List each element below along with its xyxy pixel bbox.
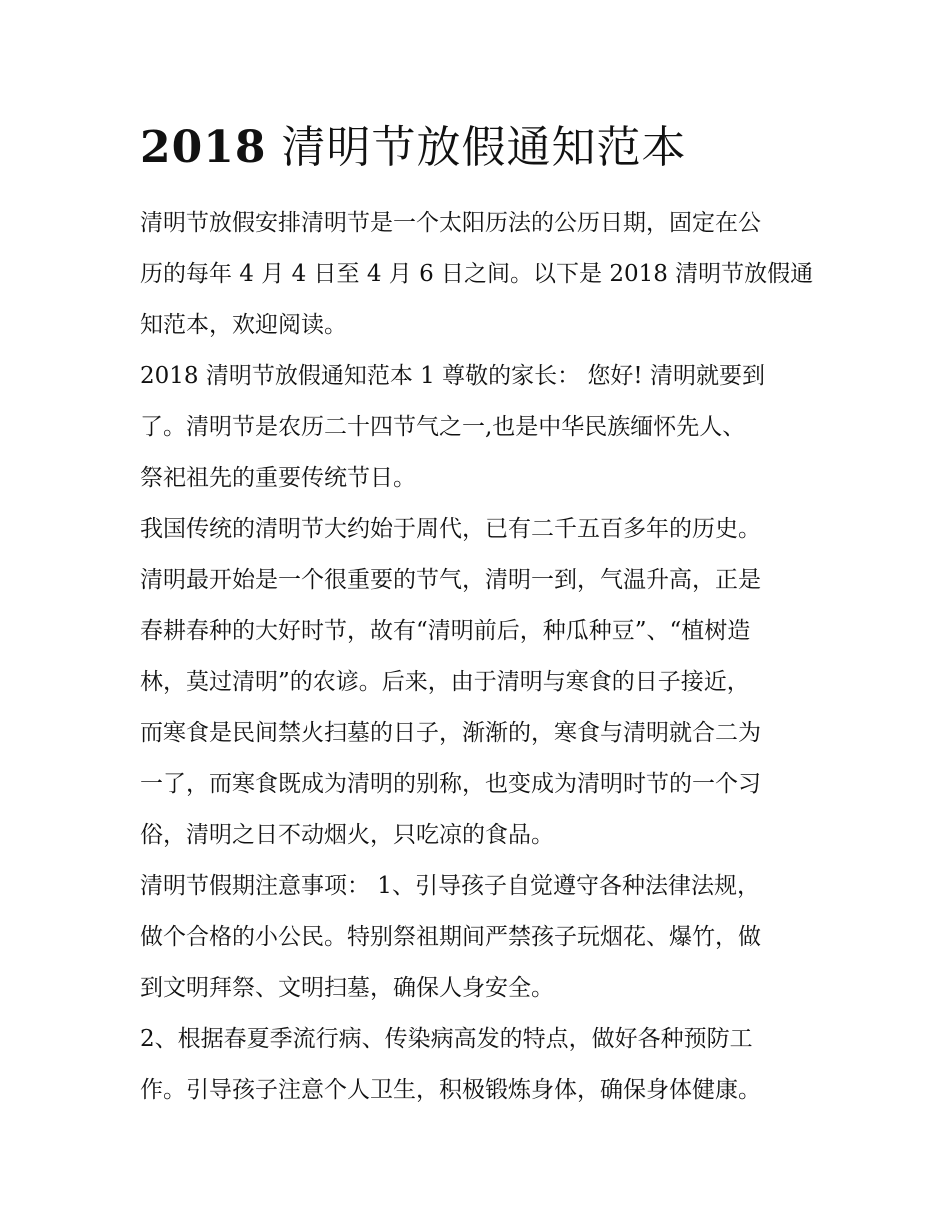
text-line: 祭祀祖先的重要传统节日。 bbox=[140, 465, 416, 491]
text-line: 而寒食是民间禁火扫墓的日子，渐渐的，寒食与清明就合二为 bbox=[140, 720, 761, 746]
title-text: 清明节放假通知范本 bbox=[281, 122, 687, 173]
paragraph-notice-1 bbox=[140, 351, 820, 504]
text-line: 清明最开始是一个很重要的节气，清明一到，气温升高，正是 bbox=[140, 567, 761, 593]
text-line: 知范本，欢迎阅读。 bbox=[140, 312, 347, 338]
document-title bbox=[140, 118, 820, 178]
title-year: 2018 bbox=[140, 122, 267, 173]
text-line: 历的每年 4 月 4 日至 4 月 6 日之间。以下是 2018 清明节放假通 bbox=[140, 261, 814, 287]
text-line: 2、根据春夏季流行病、传染病高发的特点，做好各种预防工 bbox=[140, 1026, 753, 1052]
text-line: 一了，而寒食既成为清明的别称，也变成为清明时节的一个习 bbox=[140, 771, 761, 797]
paragraph-intro bbox=[140, 198, 820, 351]
paragraph-health bbox=[140, 1014, 820, 1116]
text-line: 作。引导孩子注意个人卫生，积极锻炼身体，确保身体健康。 bbox=[140, 1077, 761, 1103]
paragraph-history bbox=[140, 504, 820, 861]
text-line: 林，莫过清明”的农谚。后来，由于清明与寒食的日子接近， bbox=[140, 669, 750, 695]
document-page bbox=[140, 118, 820, 1116]
text-line: 了。清明节是农历二十四节气之一,也是中华民族缅怀先人、 bbox=[140, 414, 746, 440]
text-line: 我国传统的清明节大约始于周代，已有二千五百多年的历史。 bbox=[140, 516, 761, 542]
text-line: 清明节放假安排清明节是一个太阳历法的公历日期，固定在公 bbox=[140, 210, 761, 236]
text-line: 到文明拜祭、文明扫墓，确保人身安全。 bbox=[140, 975, 554, 1001]
text-line: 俗，清明之日不动烟火，只吃凉的食品。 bbox=[140, 822, 554, 848]
text-line: 2018 清明节放假通知范本 1 尊敬的家长： 您好! 清明就要到 bbox=[140, 363, 765, 389]
text-line: 做个合格的小公民。特别祭祖期间严禁孩子玩烟花、爆竹，做 bbox=[140, 924, 761, 950]
text-line: 清明节假期注意事项： 1、引导孩子自觉遵守各种法律法规， bbox=[140, 873, 760, 899]
text-line: 春耕春种的大好时节，故有“清明前后，种瓜种豆”、“植树造 bbox=[140, 618, 751, 644]
paragraph-precautions bbox=[140, 861, 820, 1014]
